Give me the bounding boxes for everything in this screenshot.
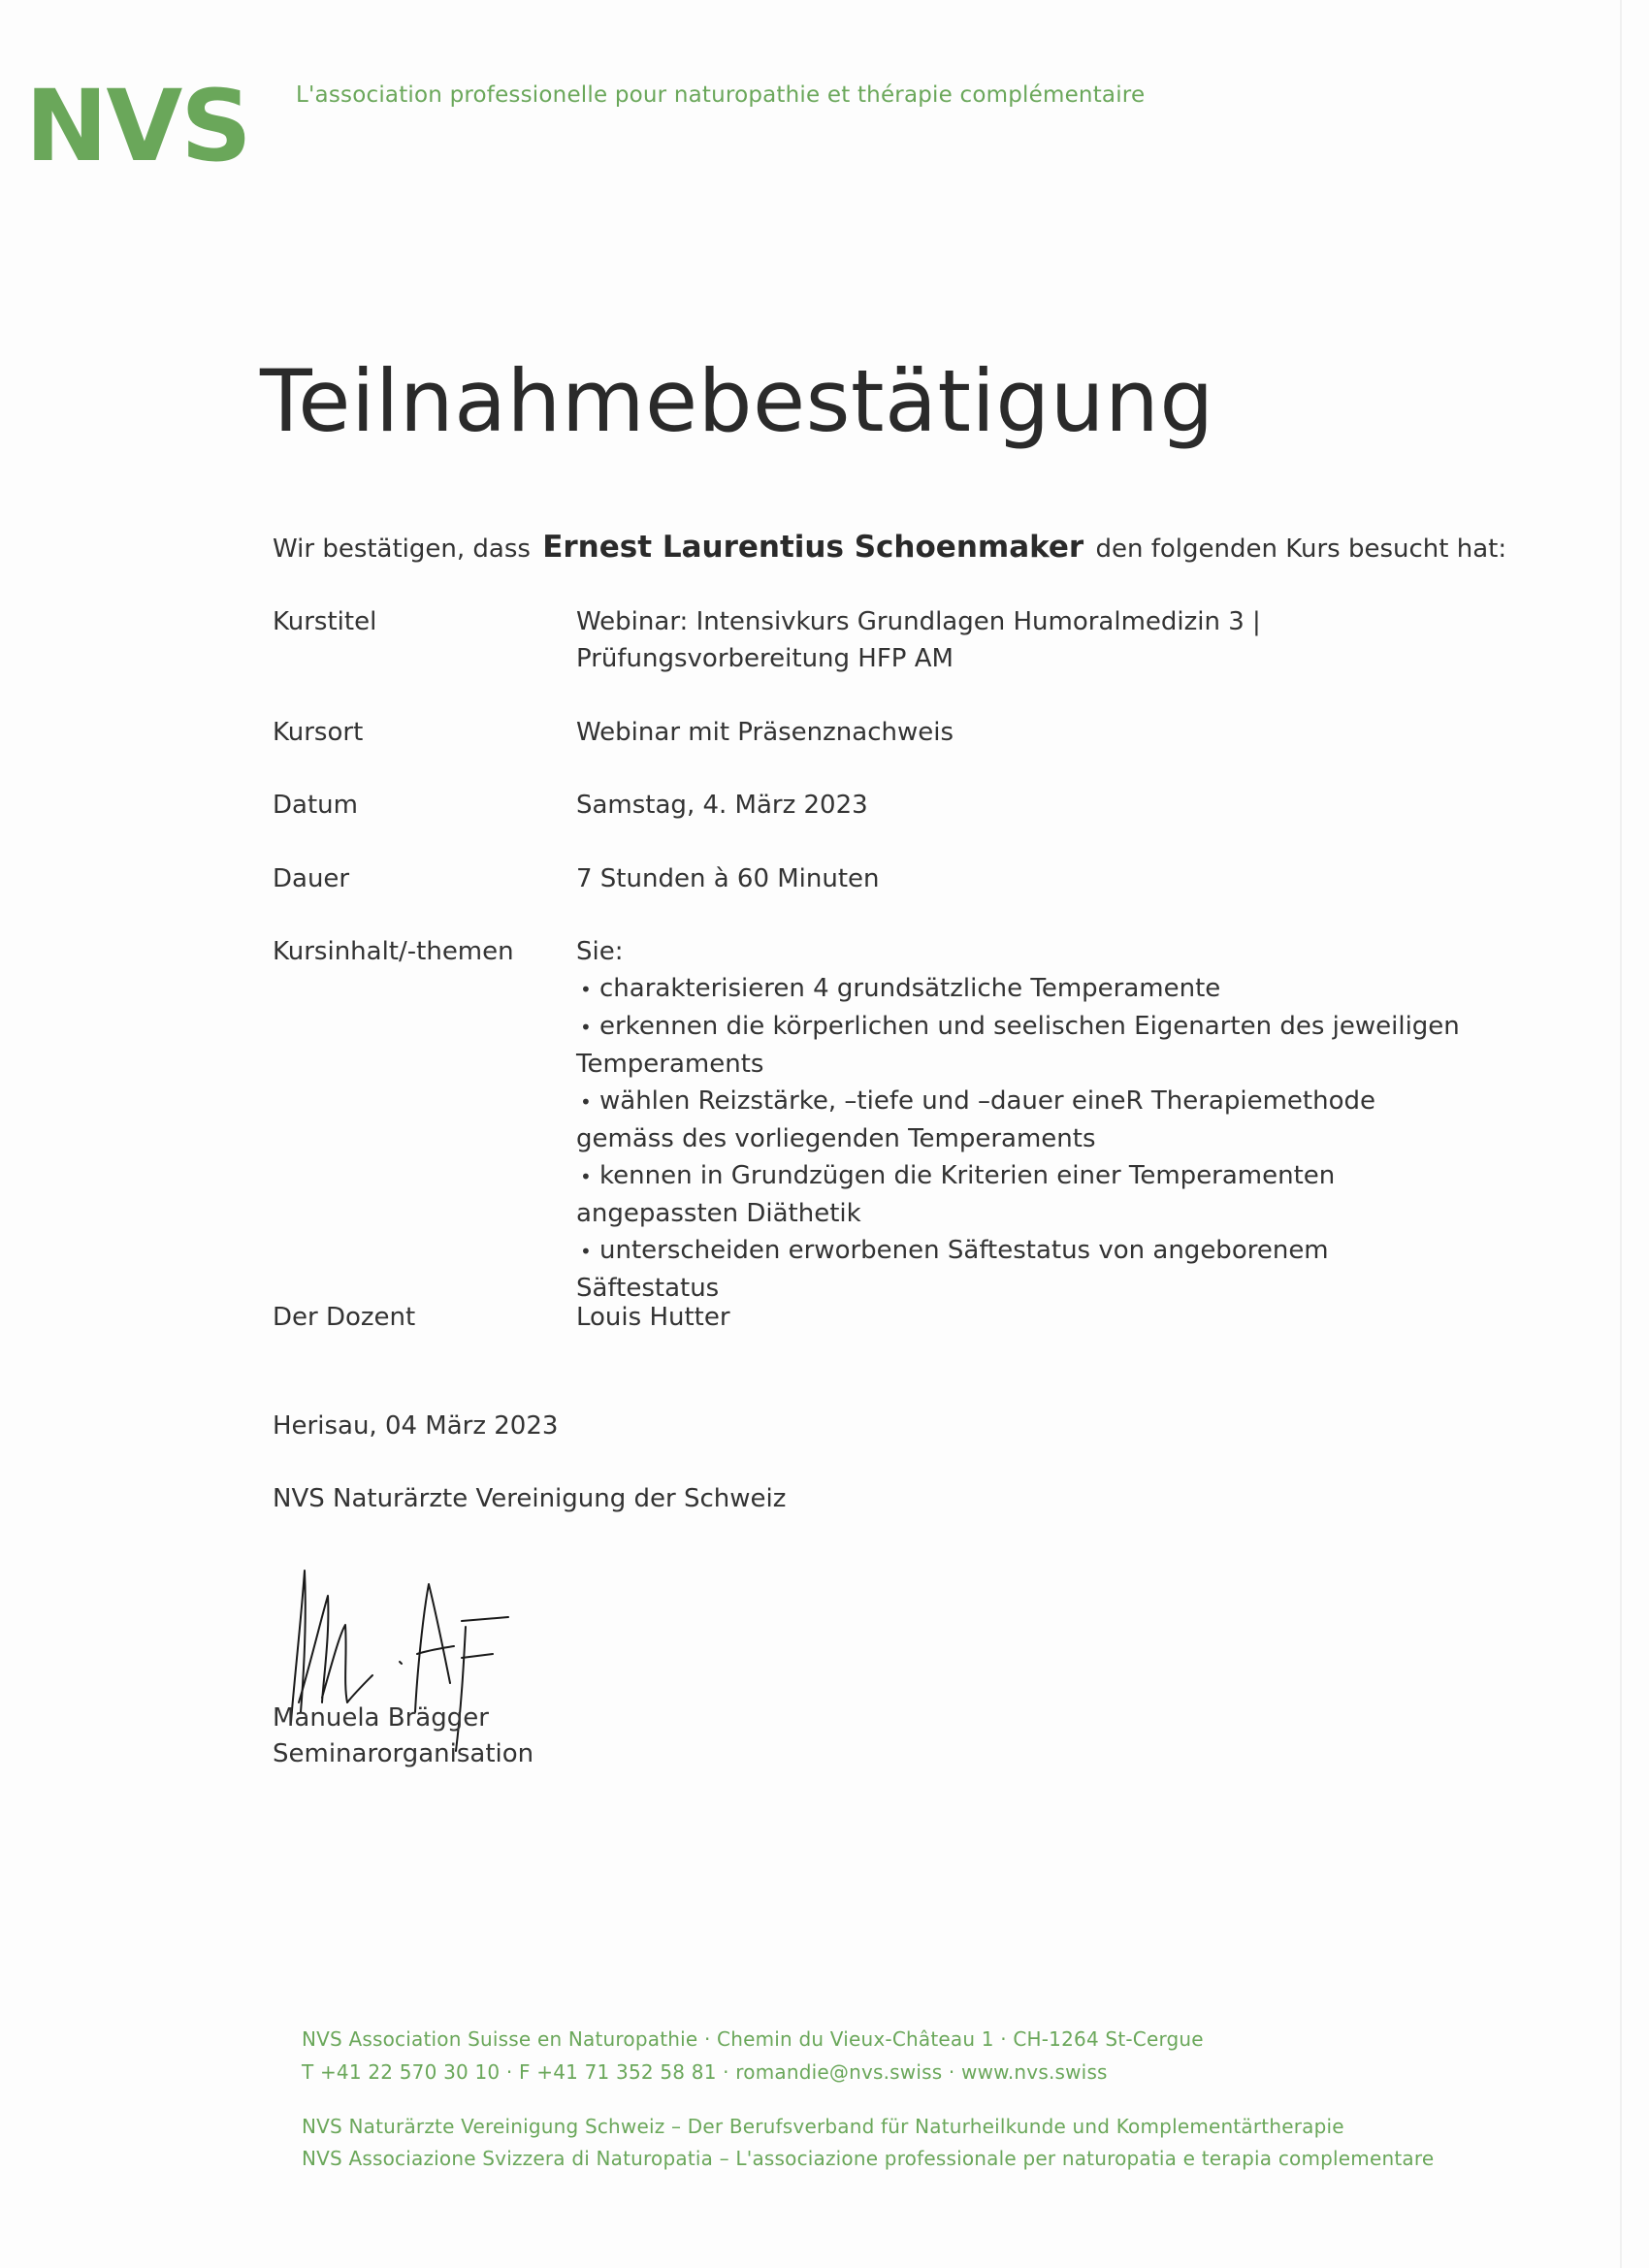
scan-edge-line [1620, 0, 1622, 2268]
signatory-role: Seminarorganisation [273, 1739, 534, 1768]
footer-org-it: NVS Associazione Svizzera di Naturopatia – L'associazione professionale per naturopatia e terapia complementare [302, 2147, 1435, 2170]
list-item: • unterscheiden erworbenen Säftestatus von angeborenem Säftestatus [576, 1232, 1478, 1307]
field-label-datum: Datum [273, 791, 358, 820]
field-row-dauer [273, 860, 1475, 899]
organisation-name: NVS Naturärzte Vereinigung der Schweiz [273, 1484, 787, 1513]
field-label-dozent: Der Dozent [273, 1303, 416, 1332]
field-label-dauer: Dauer [273, 864, 350, 893]
field-label-kursort: Kursort [273, 718, 364, 747]
intro-sentence [273, 530, 1506, 565]
kurstitel-line-2: Prüfungsvorbereitung HFP AM [576, 644, 954, 673]
field-label-kurstitel: Kurstitel [273, 607, 377, 636]
footer-org-de: NVS Naturärzte Vereinigung Schweiz – Der Berufsverband für Naturheilkunde und Komplementärtherapie [302, 2115, 1344, 2138]
place-date: Herisau, 04 März 2023 [273, 1411, 559, 1441]
list-item: • wählen Reizstärke, –tiefe und –dauer eineR Therapiemethode gemäss des vorliegenden Temperaments [576, 1083, 1478, 1157]
footer-address: NVS Association Suisse en Naturopathie · Chemin du Vieux-Château 1 · CH-1264 St-Cergue [302, 2027, 1204, 2051]
list-item: • charakterisieren 4 grundsätzliche Temperamente [576, 970, 1478, 1008]
field-value-kursort: Webinar mit Präsenznachweis [576, 718, 954, 747]
intro-suffix: den folgenden Kurs besucht hat: [1095, 535, 1507, 564]
field-row-kursort [273, 714, 1475, 753]
signatory-name: Manuela Brägger [273, 1703, 489, 1733]
field-row-datum [273, 787, 1475, 826]
field-row-kurstitel [273, 603, 1475, 681]
field-value-kurstitel [576, 603, 1478, 677]
intro-prefix: Wir bestätigen, dass [273, 535, 531, 564]
field-value-datum: Samstag, 4. März 2023 [576, 791, 868, 820]
field-value-dauer: 7 Stunden à 60 Minuten [576, 864, 880, 893]
kursinhalt-list [576, 970, 1478, 1307]
field-value-dozent: Louis Hutter [576, 1303, 730, 1332]
field-label-kursinhalt: Kursinhalt/-themen [273, 937, 514, 966]
page-title: Teilnahmebestätigung [260, 351, 1214, 451]
list-item: • erkennen die körperlichen und seelischen Eigenarten des jeweiligen Temperaments [576, 1008, 1478, 1083]
field-value-kursinhalt [576, 933, 1478, 1307]
header-tagline: L'association professionelle pour naturopathie et thérapie complémentaire [296, 82, 1146, 108]
field-row-dozent [273, 1299, 1475, 1338]
nvs-logo: NVS [25, 69, 250, 184]
footer-contact: T +41 22 570 30 10 · F +41 71 352 58 81 · romandie@nvs.swiss · www.nvs.swiss [302, 2060, 1108, 2084]
kurstitel-line-1: Webinar: Intensivkurs Grundlagen Humoralmedizin 3 | [576, 607, 1261, 636]
list-item: • kennen in Grundzügen die Kriterien einer Temperamenten angepassten Diäthetik [576, 1157, 1478, 1232]
field-row-kursinhalt [273, 933, 1475, 1303]
participant-name: Ernest Laurentius Schoenmaker [542, 530, 1084, 565]
kursinhalt-intro: Sie: [576, 937, 624, 966]
